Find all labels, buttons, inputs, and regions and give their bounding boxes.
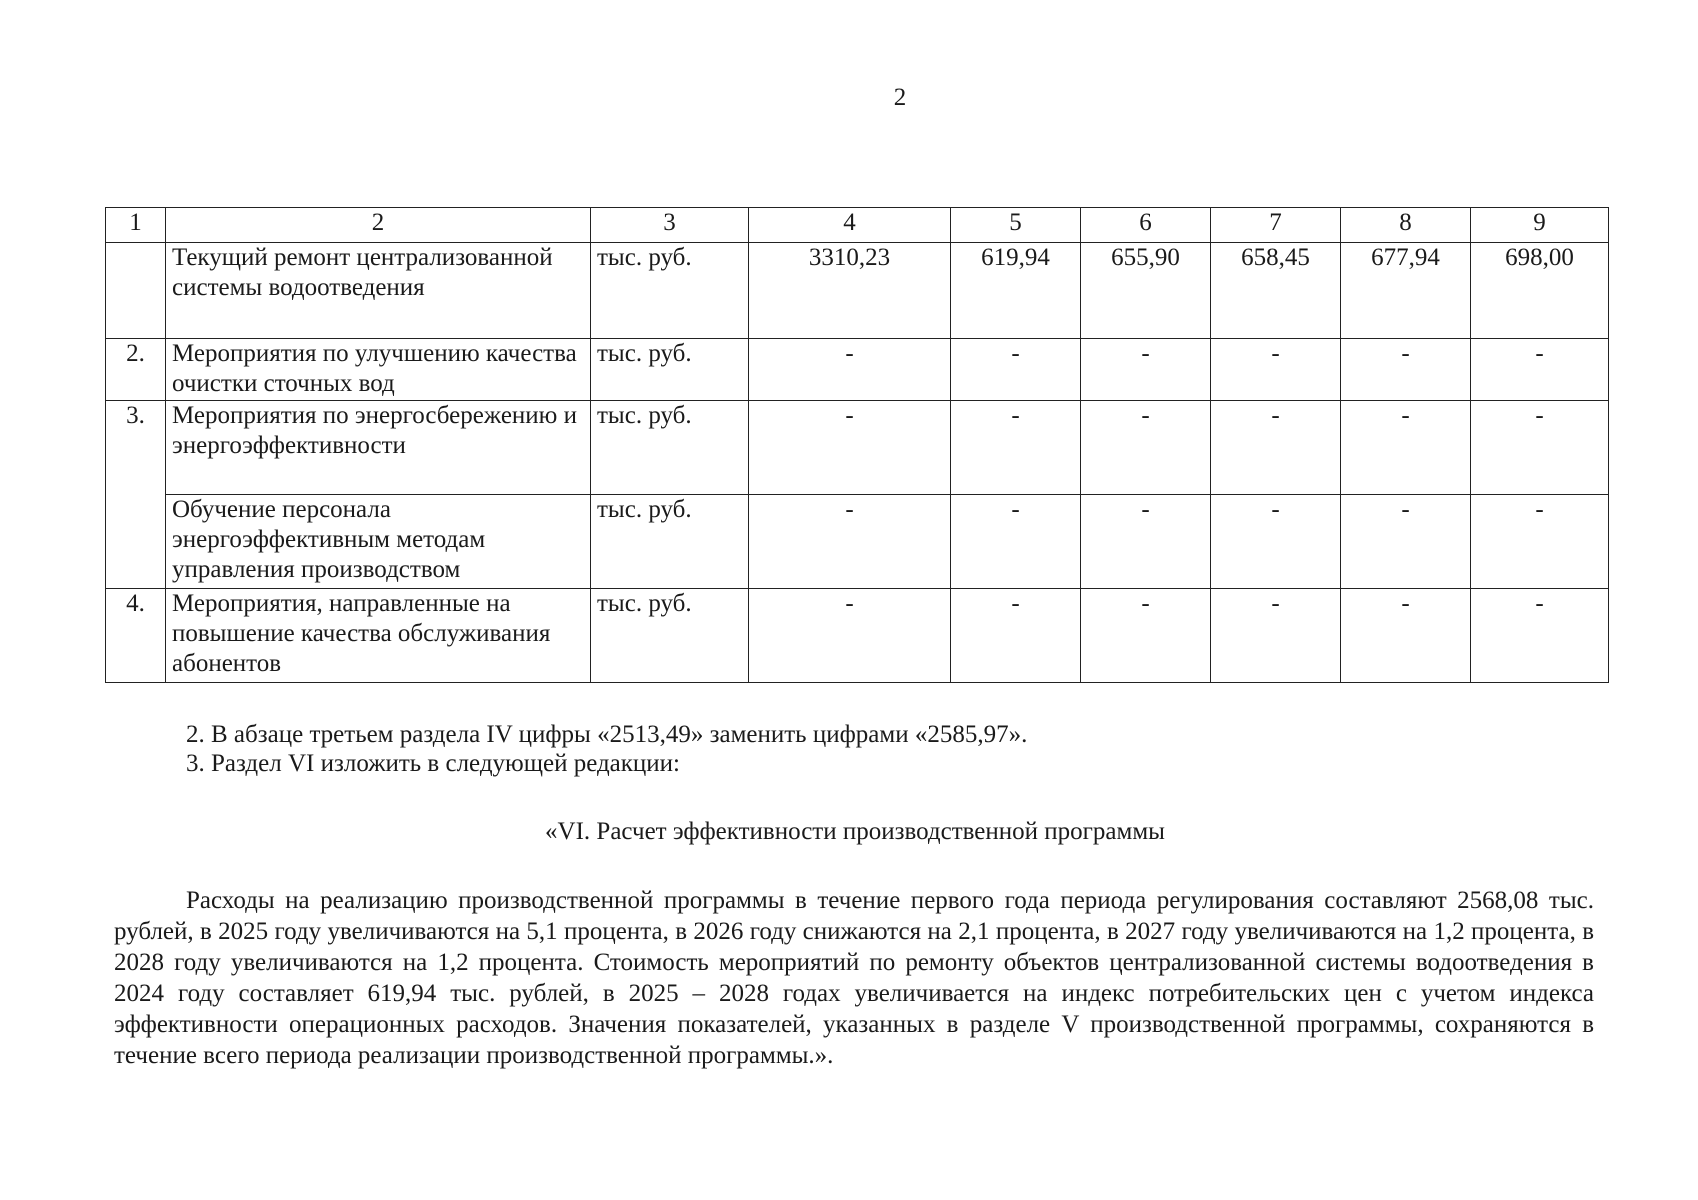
row-value: - xyxy=(1471,339,1609,401)
header-cell: 4 xyxy=(749,208,951,243)
program-table xyxy=(105,207,1609,683)
table-row xyxy=(106,589,1609,683)
row-number xyxy=(106,243,166,339)
row-value: 619,94 xyxy=(951,243,1081,339)
row-value: - xyxy=(951,339,1081,401)
table-row xyxy=(106,401,1609,495)
row-value: - xyxy=(1471,495,1609,589)
header-cell: 8 xyxy=(1341,208,1471,243)
header-cell: 6 xyxy=(1081,208,1211,243)
row-unit: тыс. руб. xyxy=(591,339,749,401)
section-title: «VI. Расчет эффективности производственной программы xyxy=(545,818,1165,845)
paragraph-2: 2. В абзаце третьем раздела IV цифры «2513,49» заменить цифрами «2585,97». xyxy=(186,721,1028,748)
row-value: 677,94 xyxy=(1341,243,1471,339)
row-unit: тыс. руб. xyxy=(591,589,749,683)
row-value: - xyxy=(749,339,951,401)
paragraph-3: 3. Раздел VI изложить в следующей редакции: xyxy=(186,750,681,777)
row-value: - xyxy=(1211,401,1341,495)
row-name: Обучение персонала энергоэффективным методам управления производством xyxy=(166,495,591,589)
row-value: - xyxy=(951,589,1081,683)
row-value: - xyxy=(1341,495,1471,589)
row-value: - xyxy=(1211,589,1341,683)
row-value: - xyxy=(951,495,1081,589)
row-value: - xyxy=(749,495,951,589)
header-cell: 3 xyxy=(591,208,749,243)
row-number: 4. xyxy=(106,589,166,683)
row-value: - xyxy=(1341,339,1471,401)
row-value: - xyxy=(1341,401,1471,495)
row-name: Мероприятия по улучшению качества очистки сточных вод xyxy=(166,339,591,401)
row-value: - xyxy=(1081,495,1211,589)
header-cell: 5 xyxy=(951,208,1081,243)
row-value: - xyxy=(749,401,951,495)
row-value: 658,45 xyxy=(1211,243,1341,339)
row-name: Мероприятия, направленные на повышение качества обслуживания абонентов xyxy=(166,589,591,683)
row-value: 655,90 xyxy=(1081,243,1211,339)
row-value: 3310,23 xyxy=(749,243,951,339)
row-value: - xyxy=(1081,589,1211,683)
header-cell: 1 xyxy=(106,208,166,243)
row-value: - xyxy=(1081,339,1211,401)
row-name: Текущий ремонт централизованной системы водоотведения xyxy=(166,243,591,339)
section-body: Расходы на реализацию производственной программы в течение первого года периода регулирования составляют 2568,08 тыс. рублей, в 2025 году увеличиваются на 5,1 процента, в 2026 году снижаются на 2,1 процента, в 2027 году увеличиваются на 1,2 процента, в 2028 году увеличиваются на 1,2 процента. Стоимость мероприятий по ремонту объектов централизованной системы водоотведения в 2024 году составляет 619,94 тыс. рублей, в 2025 – 2028 годах увеличивается на индекс потребительских цен с учетом индекса эффективности операционных расходов. Значения показателей, указанных в разделе V производственной программы, сохраняются в течение всего периода реализации производственной программы.». xyxy=(114,887,1594,1069)
row-value: - xyxy=(1211,339,1341,401)
row-unit: тыс. руб. xyxy=(591,401,749,495)
table-row xyxy=(106,339,1609,401)
header-cell: 2 xyxy=(166,208,591,243)
page-number: 2 xyxy=(893,84,907,111)
row-value: 698,00 xyxy=(1471,243,1609,339)
row-value: - xyxy=(1211,495,1341,589)
table-row xyxy=(106,495,1609,589)
row-number: 2. xyxy=(106,339,166,401)
row-value: - xyxy=(1341,589,1471,683)
row-value: - xyxy=(1471,401,1609,495)
table-row xyxy=(106,243,1609,339)
row-value: - xyxy=(749,589,951,683)
row-value: - xyxy=(1081,401,1211,495)
row-unit: тыс. руб. xyxy=(591,495,749,589)
row-unit: тыс. руб. xyxy=(591,243,749,339)
header-cell: 7 xyxy=(1211,208,1341,243)
row-value: - xyxy=(1471,589,1609,683)
table-header-row xyxy=(106,208,1609,243)
header-cell: 9 xyxy=(1471,208,1609,243)
row-value: - xyxy=(951,401,1081,495)
row-number: 3. xyxy=(106,401,166,589)
row-name: Мероприятия по энергосбережению и энергоэффективности xyxy=(166,401,591,495)
